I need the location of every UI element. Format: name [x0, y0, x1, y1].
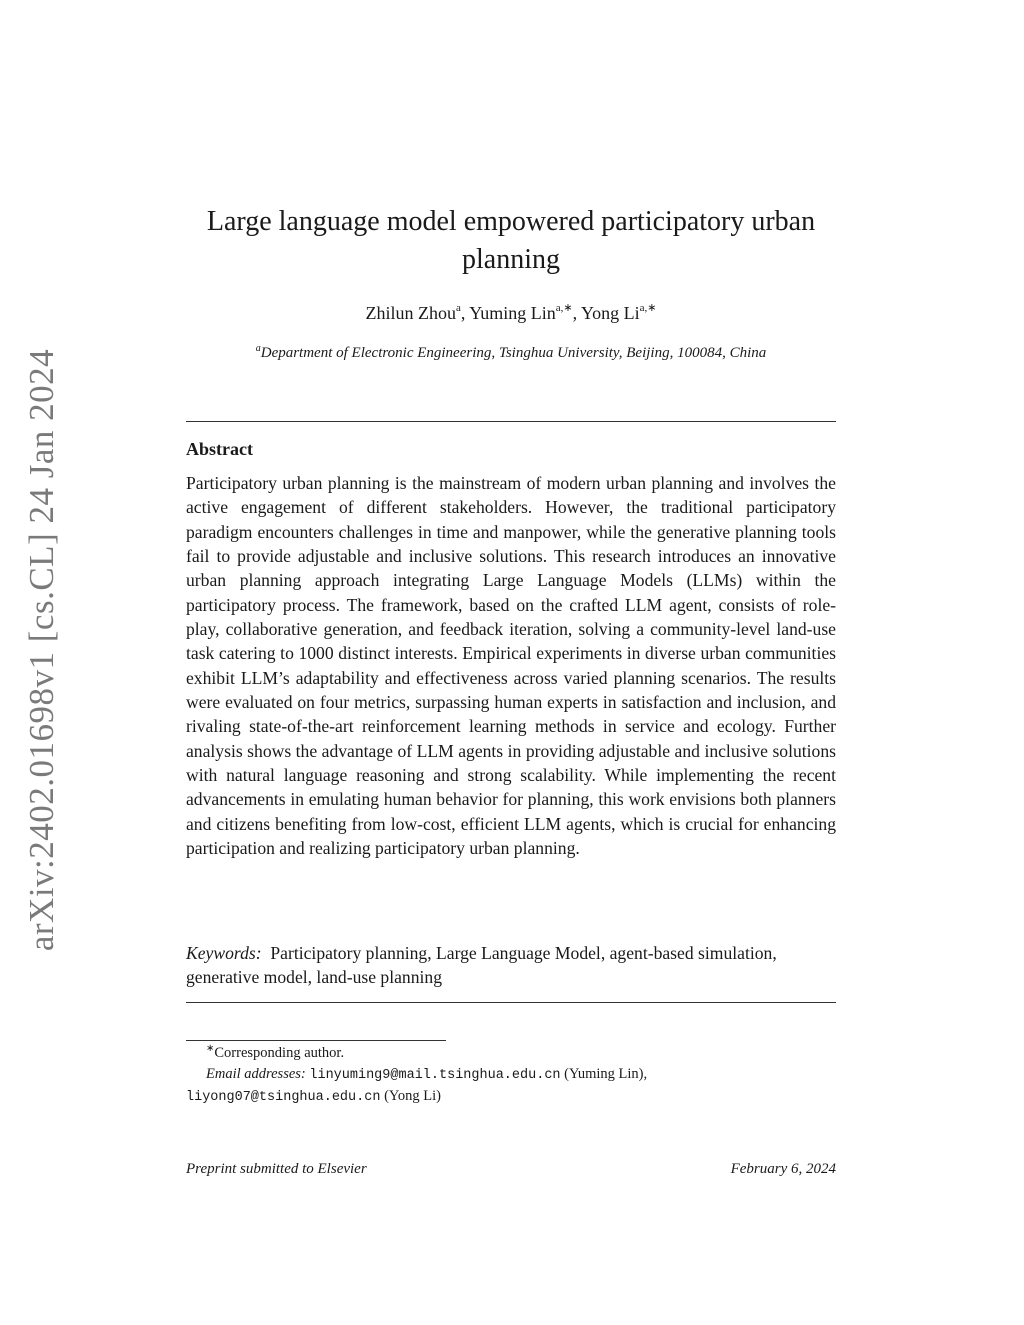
affiliation-mark: a — [255, 343, 261, 354]
corresponding-text: Corresponding author. — [214, 1045, 345, 1061]
abstract-heading: Abstract — [186, 439, 253, 459]
email-footnote — [186, 1064, 836, 1108]
arxiv-stamp — [22, 348, 62, 952]
keywords-label: Keywords: — [186, 943, 262, 963]
author-separator: , — [460, 303, 470, 323]
preprint-date: February 6, 2024 — [730, 1161, 836, 1177]
paper-title: Large language model empowered participatory urban planning — [206, 206, 816, 275]
arxiv-id: arXiv:2402.01698v1 [cs.CL] 24 Jan 2024 — [22, 348, 62, 952]
email-link[interactable]: linyuming9@mail.tsinghua.edu.cn — [309, 1068, 561, 1083]
affiliation-text: Department of Electronic Engineering, Tsinghua University, Beijing, 100084, China — [260, 345, 767, 361]
email-owner: (Yuming Lin) — [564, 1066, 644, 1082]
author-affiliation-mark: a,∗ — [555, 302, 573, 314]
abstract-body: Participatory urban planning is the mainstream of modern urban planning and involves the active engagement of different stakeholders. However, the traditional participatory paradigm encounters challenges in time and manpower, while the generative planning tools fail to provide adjustable and inclusive solutions. This research introduces an innovative urban planning approach integrating Large Language Models (LLMs) within the participatory process. The framework, based on the crafted LLM agent, consists of role-play, collaborative generation, and feedback iteration, solving a community-level land-use task catering to 1000 distinct interests. Empirical experiments in diverse urban communities exhibit LLM’s adaptability and effectiveness across varied planning scenarios. The results were evaluated on four metrics, surpassing human experts in satisfaction and inclusion, and rivaling state-of-the-art reinforcement learning methods in service and ecology. Further analysis shows the advantage of LLM agents in providing adjustable and inclusive solutions with natural language reasoning and strong scalability. While implementing the recent advancements in emulating human behavior for planning, this work envisions both planners and citizens benefiting from low-cost, efficient LLM agents, which is crucial for enhancing participation and realizing participatory urban planning. — [186, 473, 836, 859]
author-separator: , — [572, 303, 581, 323]
keywords-text: Participatory planning, Large Language Model, agent-based simulation, generative model, land-use planning — [186, 943, 777, 987]
author-name: Yuming Lin — [469, 303, 556, 323]
email-owner: (Yong Li) — [384, 1088, 442, 1104]
corresponding-footnote — [186, 1043, 836, 1064]
email-separator: , — [643, 1066, 648, 1082]
author-name: Yong Li — [580, 303, 640, 323]
abstract-top-rule — [186, 421, 836, 422]
author-list — [186, 301, 836, 325]
preprint-note: Preprint submitted to Elsevier — [186, 1161, 367, 1177]
email-link[interactable]: liyong07@tsinghua.edu.cn — [186, 1090, 381, 1105]
footnote-rule — [186, 1040, 446, 1041]
author-name: Zhilun Zhou — [365, 303, 456, 323]
corresponding-mark: ∗ — [206, 1043, 215, 1055]
keywords — [186, 941, 836, 989]
email-label: Email addresses: — [206, 1066, 306, 1082]
author-affiliation-mark: a — [455, 302, 461, 314]
footnotes — [186, 1043, 836, 1108]
affiliation — [186, 342, 836, 364]
abstract-bottom-rule — [186, 1002, 836, 1003]
author-affiliation-mark: a,∗ — [639, 302, 657, 314]
